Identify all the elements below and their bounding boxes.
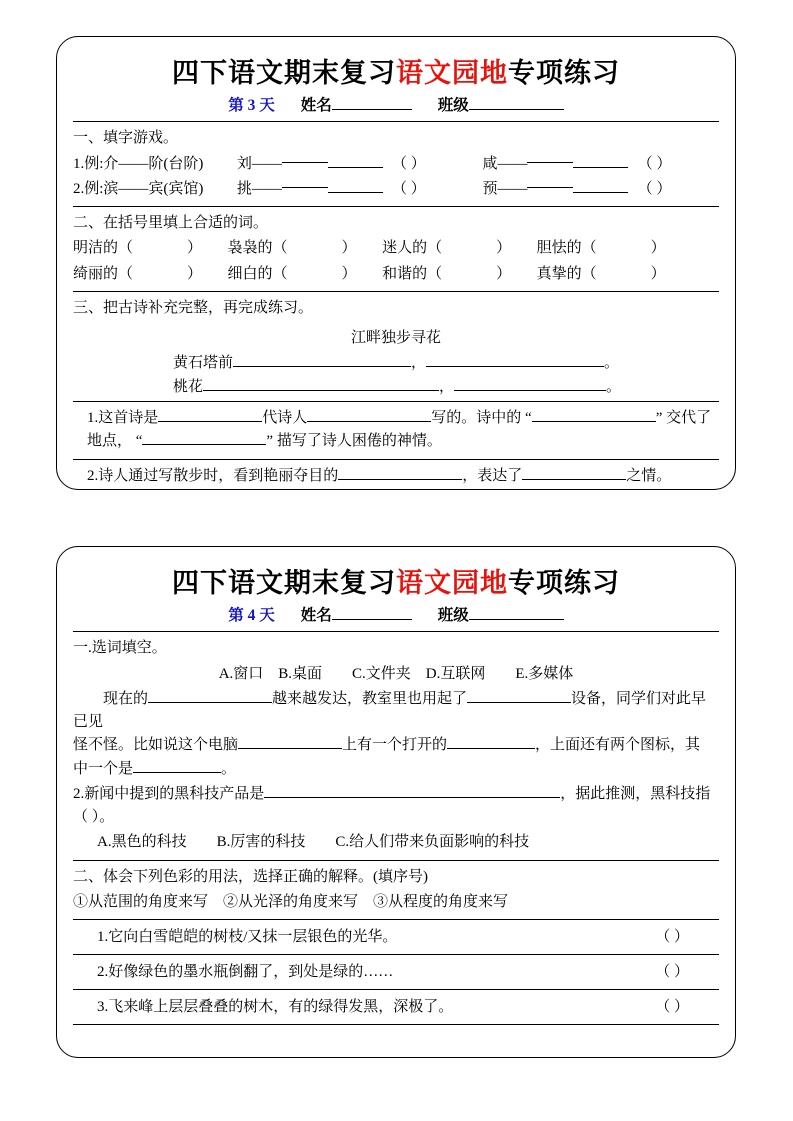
divider [73,121,719,122]
section3-question-2 [73,465,719,488]
cloze-part-f: ，上面还有两个图标，其 [535,737,701,754]
section3-question-1 [73,407,719,454]
page-title-day4 [73,567,719,599]
poem-blank[interactable] [233,366,411,367]
section3-heading: 三、把古诗补充完整，再完成练习。 [73,299,314,316]
section2-legend: ①从范围的角度来写 ②从光泽的角度来写 ③从程度的角度来写 [73,893,509,910]
q1-part-e: 地点， “ [87,433,143,450]
class-label: 班级 [437,97,469,115]
section2-row1 [73,237,719,260]
answer-paren[interactable]: （ ） [655,999,689,1016]
poem-line-2 [73,375,719,396]
answer-blank[interactable] [573,167,628,168]
dash-line [527,162,573,163]
cloze-part-g: 中一个是 [73,760,134,777]
divider [73,206,719,207]
phrase-1: 明洁的（ [73,240,134,257]
title-suffix: 专项练习 [508,58,620,88]
answer-blank[interactable] [307,421,431,422]
comma: ， [439,379,455,396]
name-input[interactable] [332,109,412,110]
day-label: 第 3 天 [228,97,275,115]
example-2: 2.例:滨——宾(宾馆) [73,180,204,197]
answer-paren[interactable]: （ ） [392,180,426,197]
close-paren[interactable]: ） [650,240,666,257]
sentence-1: 1.它向白雪皑皑的树枝/又抹一层银色的光华。 [97,929,398,946]
answer-blank[interactable] [328,192,383,193]
divider [73,401,719,402]
q1-part-b: 代诗人 [262,410,308,427]
q1-part-c: 写的。诗中的 “ [431,410,532,427]
close-paren[interactable]: ） [187,240,203,257]
divider [73,1024,719,1025]
section1-row1 [73,153,719,176]
divider [73,989,719,990]
question-2-options [73,831,719,854]
sentence-2: 2.好像绿色的墨水瓶倒翻了，到处是绿的…… [97,964,394,981]
section2-row2 [73,263,719,286]
name-input[interactable] [332,619,412,620]
q2-choice-paren[interactable]: （ ）。 [73,809,115,826]
cloze-part-a: 现在的 [103,690,149,707]
answer-blank[interactable] [338,479,462,480]
dash-line [282,187,328,188]
phrase-2: 袅袅的（ [227,240,288,257]
divider [73,919,719,920]
poem-blank[interactable] [454,390,606,391]
close-paren[interactable]: ） [187,265,203,282]
period: 。 [606,379,622,396]
answer-blank[interactable] [532,421,656,422]
section1-row2 [73,178,719,201]
title-suffix: 专项练习 [508,568,620,598]
cloze-part-d: 怪不怪。比如说这个电脑 [73,737,239,754]
question-2 [73,783,719,830]
answer-paren[interactable]: （ ） [637,180,672,197]
phrase-7: 和谐的（ [382,265,443,282]
class-input[interactable] [469,109,564,110]
phrase-8: 真挚的（ [536,265,597,282]
section2-heading: 二、在括号里填上合适的词。 [73,215,269,232]
close-paren[interactable]: ） [496,240,512,257]
title-prefix: 四下语文期末复习 [172,58,396,88]
answer-paren[interactable]: （ ） [637,155,672,172]
cloze-part-c: 设备，同学们对此早已见 [73,690,707,731]
phrase-5: 绮丽的（ [73,265,134,282]
answer-blank[interactable] [148,702,272,703]
title-highlight: 语文园地 [396,58,508,88]
answer-blank[interactable] [133,772,221,773]
answer-blank[interactable] [447,748,535,749]
divider [73,459,719,460]
worksheet-card-day3 [56,36,736,490]
item-1-1: 刘—— [236,155,282,172]
cloze-part-e: 上有一个打开的 [342,737,448,754]
dash-line [527,187,573,188]
q2-part-b: ，表达了 [462,467,523,484]
poem-line-1 [73,351,719,372]
sentence-3: 3.飞来峰上层层叠叠的树木，有的绿得发黑，深极了。 [97,999,454,1016]
title-prefix: 四下语文期末复习 [172,568,396,598]
answer-blank[interactable] [158,421,262,422]
list-item [73,925,719,949]
cloze-part-h: 。 [221,760,237,777]
answer-blank[interactable] [522,479,626,480]
name-label: 姓名 [300,97,332,115]
divider [73,291,719,292]
item-2-2: 预—— [482,180,528,197]
dash-line [282,162,328,163]
q2-part-b: ，据此推测，黑科技指 [560,785,711,802]
close-paren[interactable]: ） [496,265,512,282]
answer-paren[interactable]: （ ） [655,929,689,946]
q2-options-text[interactable]: A.黑色的科技 B.厉害的科技 C.给人们带来负面影响的科技 [97,834,530,851]
close-paren[interactable]: ） [341,240,357,257]
answer-blank[interactable] [328,167,383,168]
q1-part-f: ” 描写了诗人困倦的神情。 [266,433,442,450]
section1-heading: 一.选词填空。 [73,640,167,657]
q2-part-c: 之情。 [626,467,672,484]
answer-paren[interactable]: （ ） [655,964,689,981]
meta-line-day3 [73,93,719,115]
item-2-1: 挑—— [236,180,282,197]
poem-title: 江畔独步寻花 [350,330,441,347]
poem-blank[interactable] [203,390,439,391]
poem-line-2-text: 桃花 [173,379,204,396]
meta-line-day4 [73,603,719,625]
divider [73,860,719,861]
q2-part-a: 2.新闻中提到的黑科技产品是 [73,785,265,802]
title-highlight: 语文园地 [396,568,508,598]
answer-blank[interactable] [573,192,628,193]
word-bank-options: A.窗口 B.桌面 C.文件夹 D.互联网 E.多媒体 [218,665,574,682]
q2-part-a: 2.诗人通过写散步时，看到艳丽夺目的 [87,467,339,484]
close-paren[interactable]: ） [341,265,357,282]
page-title-day3 [73,57,719,89]
phrase-3: 迷人的（ [382,240,443,257]
cloze-part-b: 越来越发达，教室里也用起了 [272,690,468,707]
answer-blank[interactable] [264,797,560,798]
answer-blank[interactable] [467,702,571,703]
period: 。 [604,355,620,372]
list-item [73,995,719,1019]
answer-blank[interactable] [238,748,342,749]
phrase-6: 细白的（ [227,265,288,282]
section1-heading: 一、填字游戏。 [73,130,179,147]
answer-blank[interactable] [142,444,266,445]
list-item [73,960,719,984]
comma: ， [411,355,427,372]
name-label: 姓名 [300,607,332,625]
close-paren[interactable]: ） [650,265,666,282]
q1-part-d: ” 交代了 [655,410,712,427]
phrase-4: 胆怯的（ [536,240,597,257]
divider [73,954,719,955]
divider [73,631,719,632]
poem-line-1-text: 黄石塔前 [173,355,234,372]
poem-blank[interactable] [426,366,604,367]
worksheet-card-day4 [56,546,736,1058]
item-1-2: 咸—— [482,155,528,172]
cloze-paragraph [73,688,719,781]
class-label: 班级 [437,607,469,625]
class-input[interactable] [469,619,564,620]
section2-heading: 二、体会下列色彩的用法，选择正确的解释。(填序号) [73,868,428,885]
answer-paren[interactable]: （ ） [392,155,426,172]
day-label: 第 4 天 [228,607,275,625]
q1-part-a: 1.这首诗是 [87,410,159,427]
example-1: 1.例:介——阶(台阶) [73,155,204,172]
